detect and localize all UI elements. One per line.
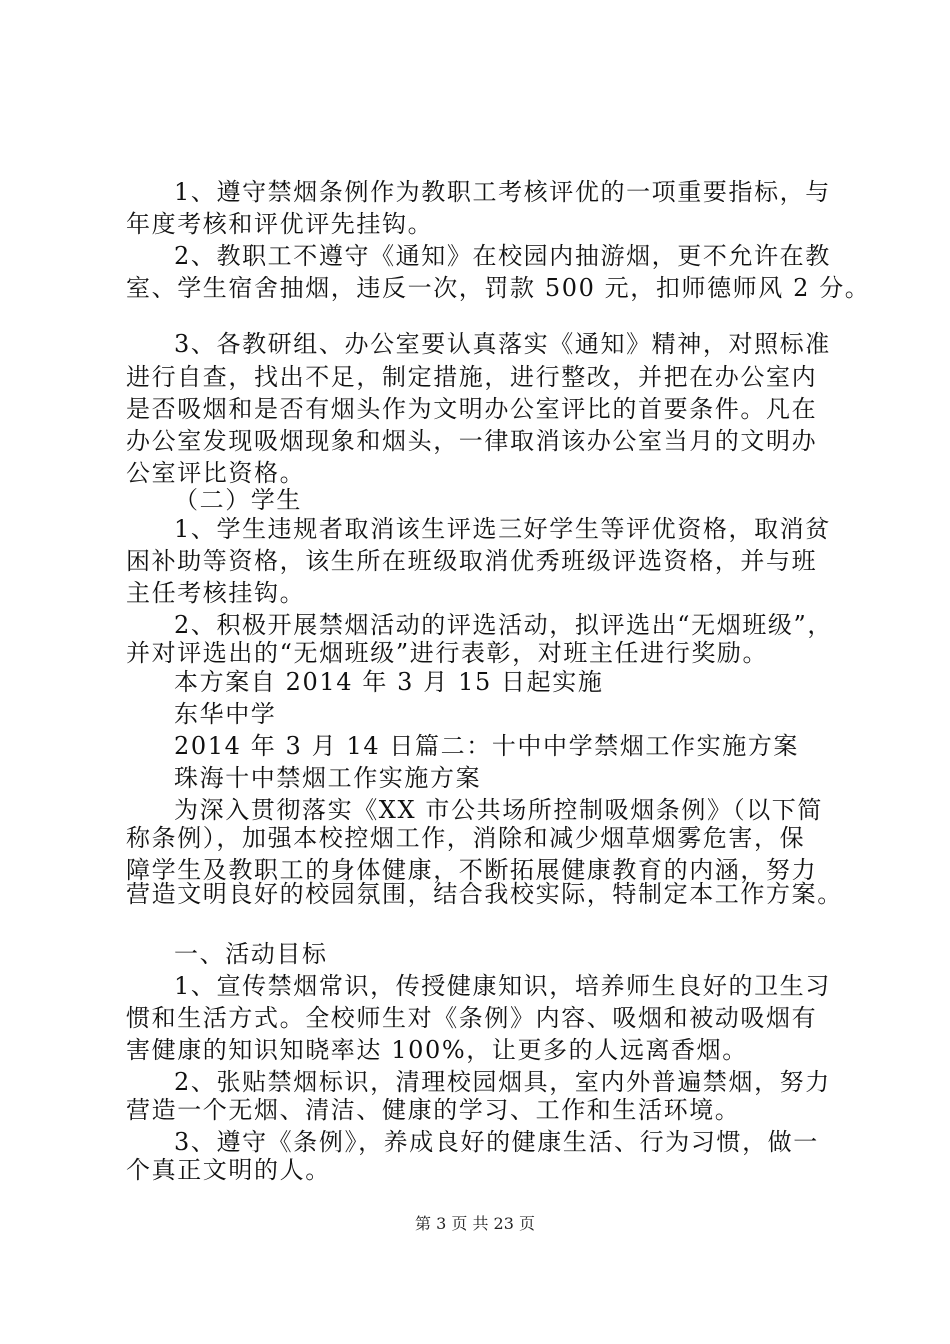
- paragraph-line: 并对评选出的“无烟班级”进行表彰，对班主任进行奖励。: [126, 639, 769, 667]
- doc-title: 珠海十中禁烟工作实施方案: [174, 764, 482, 792]
- paragraph-line: 2、张贴禁烟标识，清理校园烟具，室内外普遍禁烟，努力: [174, 1068, 831, 1096]
- paragraph-line: 公室评比资格。: [126, 459, 306, 487]
- paragraph-line: 1、宣传禁烟常识，传授健康知识，培养师生良好的卫生习: [174, 972, 831, 1000]
- paragraph-line: 个真正文明的人。: [126, 1156, 331, 1184]
- paragraph-line: 2、积极开展禁烟活动的评选活动，拟评选出“无烟班级”，: [174, 611, 834, 639]
- paragraph-line: 障学生及教职工的身体健康，不断拓展健康教育的内涵，努力: [126, 856, 818, 884]
- paragraph-line: 年度考核和评优评先挂钩。: [126, 210, 434, 238]
- page-number-footer: 第 3 页 共 23 页: [415, 1214, 535, 1233]
- paragraph-line: 惯和生活方式。全校师生对《条例》内容、吸烟和被动吸烟有: [126, 1004, 818, 1032]
- paragraph-line: 室、学生宿舍抽烟，违反一次，罚款 500 元，扣师德师风 2 分。: [126, 274, 871, 302]
- paragraph-line: 办公室发现吸烟现象和烟头，一律取消该办公室当月的文明办: [126, 427, 818, 455]
- date-line: 2014 年 3 月 14 日篇二：十中中学禁烟工作实施方案: [174, 732, 800, 760]
- paragraph-line: 1、学生违规者取消该生评选三好学生等评优资格，取消贫: [174, 515, 831, 543]
- paragraph-line: 主任考核挂钩。: [126, 579, 306, 607]
- signature-line: 东华中学: [174, 700, 277, 728]
- paragraph-line: 是否吸烟和是否有烟头作为文明办公室评比的首要条件。凡在: [126, 395, 818, 423]
- paragraph-line: 1、遵守禁烟条例作为教职工考核评优的一项重要指标，与: [174, 178, 831, 206]
- paragraph-line: 3、各教研组、办公室要认真落实《通知》精神，对照标准: [174, 330, 831, 358]
- paragraph-line: 为深入贯彻落实《XX 市公共场所控制吸烟条例》（以下简: [174, 796, 823, 824]
- paragraph-line: 营造文明良好的校园氛围，结合我校实际，特制定本工作方案。: [126, 880, 843, 908]
- paragraph-line: 困补助等资格，该生所在班级取消优秀班级评选资格，并与班: [126, 547, 818, 575]
- paragraph-line: 3、遵守《条例》，养成良好的健康生活、行为习惯，做一: [174, 1128, 819, 1156]
- section-heading: （二）学生: [174, 486, 302, 514]
- paragraph-line: 营造一个无烟、清洁、健康的学习、工作和生活环境。: [126, 1096, 741, 1124]
- paragraph-line: 本方案自 2014 年 3 月 15 日起实施: [174, 668, 604, 696]
- paragraph-line: 害健康的知识知晓率达 100%，让更多的人远离香烟。: [126, 1036, 748, 1064]
- paragraph-line: 进行自查，找出不足，制定措施，进行整改，并把在办公室内: [126, 363, 818, 391]
- paragraph-line: 称条例），加强本校控烟工作，消除和减少烟草烟雾危害，保: [126, 824, 806, 852]
- section-heading: 一、活动目标: [174, 940, 328, 968]
- paragraph-line: 2、教职工不遵守《通知》在校园内抽游烟，更不允许在教: [174, 242, 831, 270]
